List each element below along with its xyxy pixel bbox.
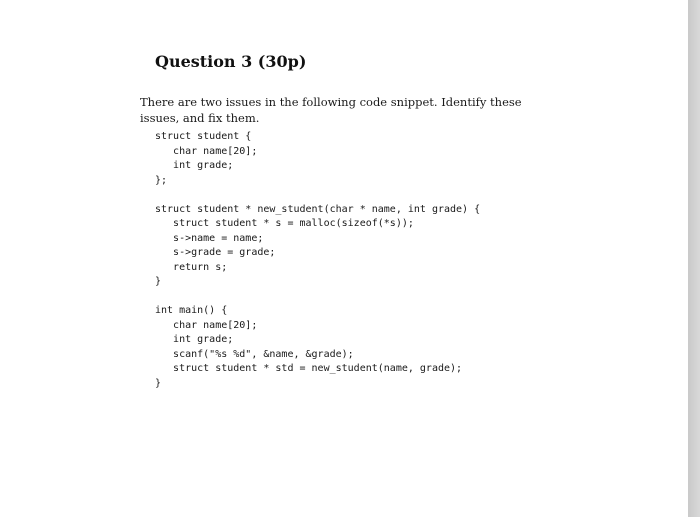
code-line: struct student * new_student(char * name, int grade) { [155,203,481,215]
code-line: int grade; [155,160,234,171]
code-line: char name[20]; [155,319,258,331]
code-line: int main() { [155,305,228,316]
code-line: } [155,377,162,389]
code-line: int grade; [155,334,234,345]
code-line: struct student { [155,131,252,142]
code-line: char name[20]; [155,145,258,157]
code-line: struct student * s = malloc(sizeof(*s)); [155,218,414,229]
code-line: scanf("%s %d", &name, &grade); [155,348,354,360]
code-line: s->name = name; [155,232,264,244]
code-line: struct student * std = new_student(name, grade); [155,363,463,374]
code-line: s->grade = grade; [155,247,276,258]
code-line: }; [155,174,168,186]
code-line [155,290,480,305]
viewer-scroll-edge[interactable] [688,0,700,517]
code-line: } [155,276,162,287]
code-snippet [155,130,480,391]
code-line: return s; [155,261,228,273]
question-prompt: There are two issues in the following code snippet. Identify these issues, and fix them. [140,95,522,125]
question-title: Question 3 (30p) [155,52,307,71]
code-line [155,188,480,203]
